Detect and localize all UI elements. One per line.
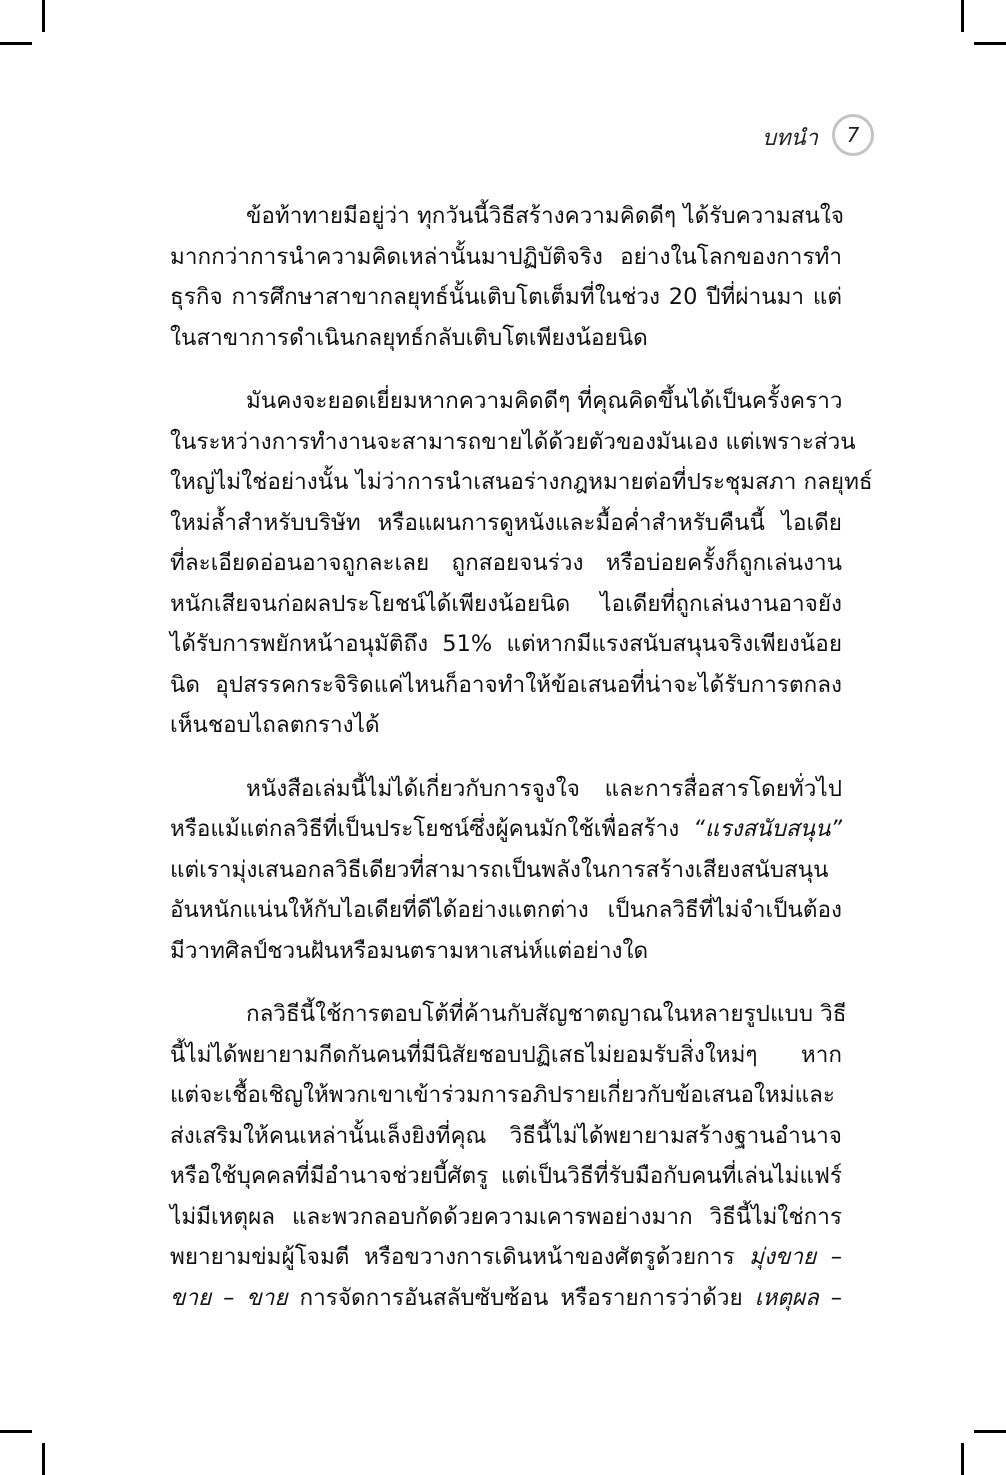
emphasis-text: ขาย – ขาย	[170, 1284, 288, 1311]
crop-mark-bottom-left-horizontal	[0, 1430, 32, 1433]
body-text	[170, 196, 873, 1341]
text-line: อันหนักแน่นให้กับไอเดียที่ดีได้อย่างแตกต่าง เป็นกลวิธีที่ไม่จำเป็นต้อง	[170, 897, 842, 923]
paragraph-1	[170, 196, 845, 358]
paragraph-3	[170, 769, 842, 972]
paragraph-2	[170, 381, 873, 746]
running-head	[700, 112, 880, 156]
text-line: ไม่มีเหตุผล และพวกลอบกัดด้วยความเคารพอย่างมาก วิธีนี้ไม่ใช่การ	[170, 1203, 842, 1230]
crop-mark-top-right-horizontal	[974, 42, 1006, 45]
text-line-with-emphasis	[170, 1237, 842, 1278]
text-line: แต่เรามุ่งเสนอกลวิธีเดียวที่สามารถเป็นพลังในการสร้างเสียงสนับสนุน	[170, 856, 829, 883]
text-line: หนักเสียจนก่อผลประโยชน์ได้เพียงน้อยนิด ไอเดียที่ถูกเล่นงานอาจยัง	[170, 590, 842, 617]
text-line: หรือใช้บุคคลที่มีอำนาจช่วยบี้ศัตรู แต่เป็นวิธีที่รับมือกับคนที่เล่นไม่แฟร์	[170, 1163, 842, 1189]
crop-mark-top-left-vertical	[42, 0, 45, 32]
text-line: ในระหว่างการทำงานจะสามารถขายได้ด้วยตัวของมันเอง แต่เพราะส่วน	[170, 428, 856, 455]
text-line: ได้รับการพยักหน้าอนุมัติถึง 51% แต่หากมีแรงสนับสนุนจริงเพียงน้อย	[170, 631, 842, 657]
crop-mark-bottom-right-vertical	[961, 1443, 964, 1475]
text-line: กลวิธีนี้ใช้การตอบโต้ที่ค้านกับสัญชาตญาณในหลายรูปแบบ วิธี	[246, 1001, 847, 1027]
text-line: ใหญ่ไม่ใช่อย่างนั้น ไม่ว่าการนำเสนอร่างกฎหมายต่อที่ประชุมสภา กลยุทธ์	[170, 469, 873, 495]
chapter-title: บทนำ	[762, 126, 818, 151]
text-line: ที่ละเอียดอ่อนอาจถูกละเลย ถูกสอยจนร่วง หรือบ่อยครั้งก็ถูกเล่นงาน	[170, 550, 842, 576]
text-line: มีวาทศิลป์ชวนฝันหรือมนตรามหาเสน่ห์แต่อย่างใด	[170, 937, 649, 964]
text-line: ส่งเสริมให้คนเหล่านั้นเล็งยิงที่คุณ วิธีนี้ไม่ได้พยายามสร้างฐานอำนาจ	[170, 1122, 842, 1149]
crop-mark-bottom-left-vertical	[42, 1443, 45, 1475]
text-segment: หรือแม้แต่กลวิธีที่เป็นประโยชน์ซึ่งผู้คนมักใช้เพื่อสร้าง	[170, 816, 680, 842]
page-number: 7	[832, 114, 874, 156]
text-line-with-emphasis	[170, 809, 842, 850]
emphasis-text: เหตุผล –	[754, 1284, 843, 1311]
text-line: ใหม่ล้ำสำหรับบริษัท หรือแผนการดูหนังและมื้อค่ำสำหรับคืนนี้ ไอเดีย	[170, 509, 842, 536]
text-segment: การจัดการอันสลับซับซ้อน หรือรายการว่าด้วย	[299, 1284, 743, 1311]
text-line: ข้อท้าทายมีอยู่ว่า ทุกวันนี้วิธีสร้างความคิดดีๆ ได้รับความสนใจ	[246, 203, 845, 229]
text-line-with-emphasis	[170, 1278, 842, 1319]
crop-mark-top-left-horizontal	[0, 42, 32, 45]
crop-mark-bottom-right-horizontal	[974, 1430, 1006, 1433]
crop-mark-top-right-vertical	[961, 0, 964, 32]
text-line: นิด อุปสรรคกระจิริดแค่ไหนก็อาจทำให้ข้อเสนอที่น่าจะได้รับการตกลง	[170, 671, 842, 698]
text-line: เห็นชอบไถลตกรางได้	[170, 712, 380, 738]
text-segment: พยายามข่มผู้โจมตี หรือขวางการเดินหน้าของศัตรูด้วยการ	[170, 1244, 735, 1270]
paragraph-4	[170, 994, 847, 1318]
text-line: หนังสือเล่มนี้ไม่ได้เกี่ยวกับการจูงใจ และการสื่อสารโดยทั่วไป	[246, 775, 842, 802]
emphasis-text: มุ่งขาย –	[749, 1244, 843, 1270]
text-line: ธุรกิจ การศึกษาสาขากลยุทธ์นั้นเติบโตเต็มที่ในช่วง 20 ปีที่ผ่านมา แต่	[170, 284, 842, 310]
text-line: มันคงจะยอดเยี่ยมหากความคิดดีๆ ที่คุณคิดขึ้นได้เป็นครั้งคราว	[246, 388, 843, 414]
text-line: มากกว่าการนำความคิดเหล่านั้นมาปฏิบัติจริง อย่างในโลกของการทำ	[170, 243, 842, 270]
text-line: ในสาขาการดำเนินกลยุทธ์กลับเติบโตเพียงน้อยนิด	[170, 324, 648, 351]
text-line: แต่จะเชื้อเชิญให้พวกเขาเข้าร่วมการอภิปรายเกี่ยวกับข้อเสนอใหม่และ	[170, 1082, 836, 1108]
emphasis-text: “แรงสนับสนุน”	[693, 816, 842, 842]
text-line: นี้ไม่ได้พยายามกีดกันคนที่มีนิสัยชอบปฏิเสธไม่ยอมรับสิ่งใหม่ๆ หาก	[170, 1041, 842, 1068]
